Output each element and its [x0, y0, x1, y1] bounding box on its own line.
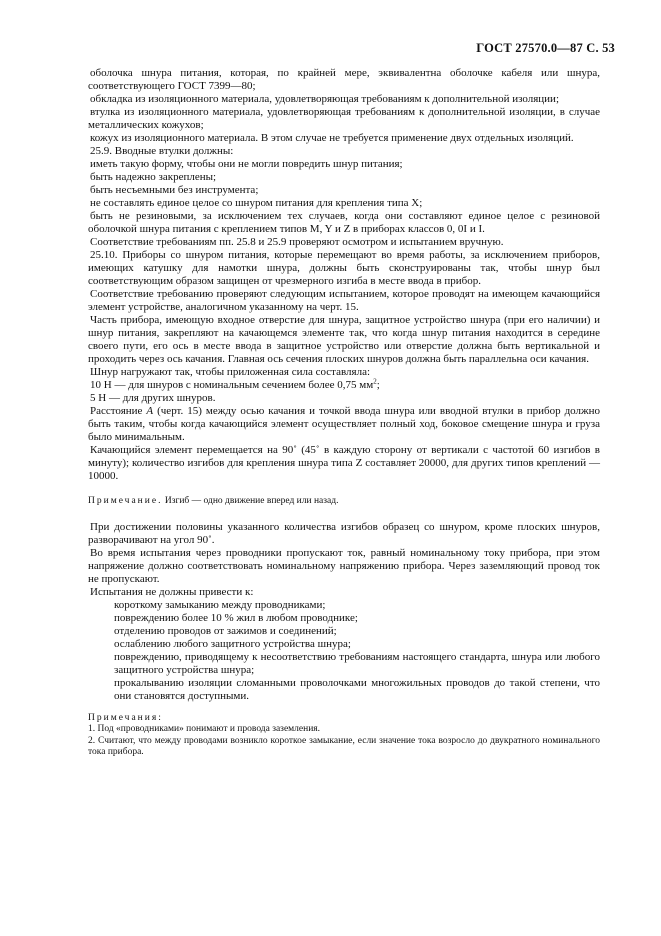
note-item: 2. Считают, что между проводами возникло короткое замыкание, если значение тока возросло до двукратного номинального тока прибора.: [88, 735, 600, 757]
note-1: Примечание. Изгиб — одно движение вперед или назад.: [88, 496, 339, 506]
paragraph: Шнур нагружают так, чтобы приложенная сила составляла:: [90, 366, 371, 378]
list-item: отделению проводов от зажимов и соединений;: [114, 624, 337, 637]
section-25-9-heading: 25.9. Вводные втулки должны:: [90, 145, 234, 157]
list-item: повреждению более 10 % жил в любом проводнике;: [114, 611, 358, 624]
list-item: прокалыванию изоляции сломанными проволочками многожильных проводов до такой степени, что они становятся доступными.: [114, 676, 600, 702]
results-list: [88, 599, 600, 703]
paragraph: оболочка шнура питания, которая, по крайней мере, эквивалентна оболочке кабеля или шнура, соответствующего ГОСТ 7399—80;: [88, 67, 600, 92]
paragraph: При достижении половины указанного количества изгибов образец со шнуром, кроме плоских шнуров, разворачивают на угол 90˚.: [88, 520, 600, 546]
paragraph: быть не резиновыми, за исключением тех случаев, когда они составляют единое целое с резиновой оболочкой шнура питания с креплением типов M, Y и Z в приборах классов 0, 0I и I.: [88, 210, 600, 235]
paragraph: втулка из изоляционного материала, удовлетворяющая требованиям к дополнительной изоляции, в случае металлических кожухов;: [88, 106, 600, 131]
distance-paragraph: Расстояние А (черт. 15) между осью качания и точкой ввода шнура или вводной втулки в прибор должно быть таким, чтобы когда качающийся элемент осуществляет полный ход, боковое смещение шнура и груза было минимальным.: [88, 405, 600, 443]
paragraph: иметь такую форму, чтобы они не могли повредить шнур питания;: [90, 158, 403, 170]
paragraph: кожух из изоляционного материала. В этом случае не требуется применение двух отдельных изоляций.: [90, 132, 574, 144]
swing-paragraph: Качающийся элемент перемещается на 90˚ (45˚ в каждую сторону от вертикали с частотой 60 изгибов в минуту); количество изгибов для крепления шнура типа Z составляет 20000, для других типов креплений — 10000.: [88, 444, 600, 482]
paragraph: обкладка из изоляционного материала, удовлетворяющая требованиям к дополнительной изоляции;: [90, 93, 560, 105]
section-25-10: 25.10. Приборы со шнуром питания, которые перемещают во время работы, за исключением приборов, имеющих катушку для намотки шнура, должны быть сконструированы так, чтобы шнур был соответствующим образом защищен от чрезмерного изгиба в месте ввода в прибор.: [88, 249, 600, 287]
list-item: короткому замыканию между проводниками;: [114, 598, 326, 611]
paragraph: Часть прибора, имеющую входное отверстие для шнура, защитное устройство шнура (при его наличии) и шнур питания, закрепляют на качающемся элементе так, что когда шнур питания находится в середине своего пути, его ось в месте ввода в защитное устройство или отверстие должна быть вертикальной и проходить через ось качания. Главная ось сечения плоских шнуров должна быть параллельна оси качания.: [88, 314, 600, 365]
notes-2-label: Примечания:: [88, 712, 163, 723]
paragraph: Соответствие требованию проверяют следующим испытанием, которое проводят на имеющем качающийся элемент устройстве, аналогичном указанному на черт. 15.: [88, 288, 600, 313]
note-item: 1. Под «проводниками» понимают и провода заземления.: [88, 724, 321, 734]
paragraph: не составлять единое целое со шнуром питания для крепления типа X;: [90, 197, 423, 209]
paragraph: Испытания не должны привести к:: [90, 585, 254, 598]
body-text: [88, 67, 600, 759]
paragraph: Во время испытания через проводники пропускают ток, равный номинальному току прибора, при этом напряжение должно соответствовать номинальному напряжению прибора. Через заземляющий провод ток не пропускают.: [88, 546, 600, 585]
page-header: ГОСТ 27570.0—87 С. 53: [476, 41, 615, 55]
list-item: повреждению, приводящему к несоответствию требованиям настоящего стандарта, шнура или любого защитного устройства шнура;: [114, 650, 600, 676]
paragraph: быть надежно закреплены;: [90, 171, 217, 183]
paragraph: быть несъемными без инструмента;: [90, 184, 259, 196]
force-line-1: 10 Н — для шнуров с номинальным сечением более 0,75 $мм^2$;: [90, 377, 380, 391]
force-line-2: 5 Н — для других шнуров.: [90, 392, 216, 404]
paragraph: Соответствие требованиям пп. 25.8 и 25.9 проверяют осмотром и испытанием вручную.: [90, 236, 504, 248]
list-item: ослаблению любого защитного устройства шнура;: [114, 637, 351, 650]
